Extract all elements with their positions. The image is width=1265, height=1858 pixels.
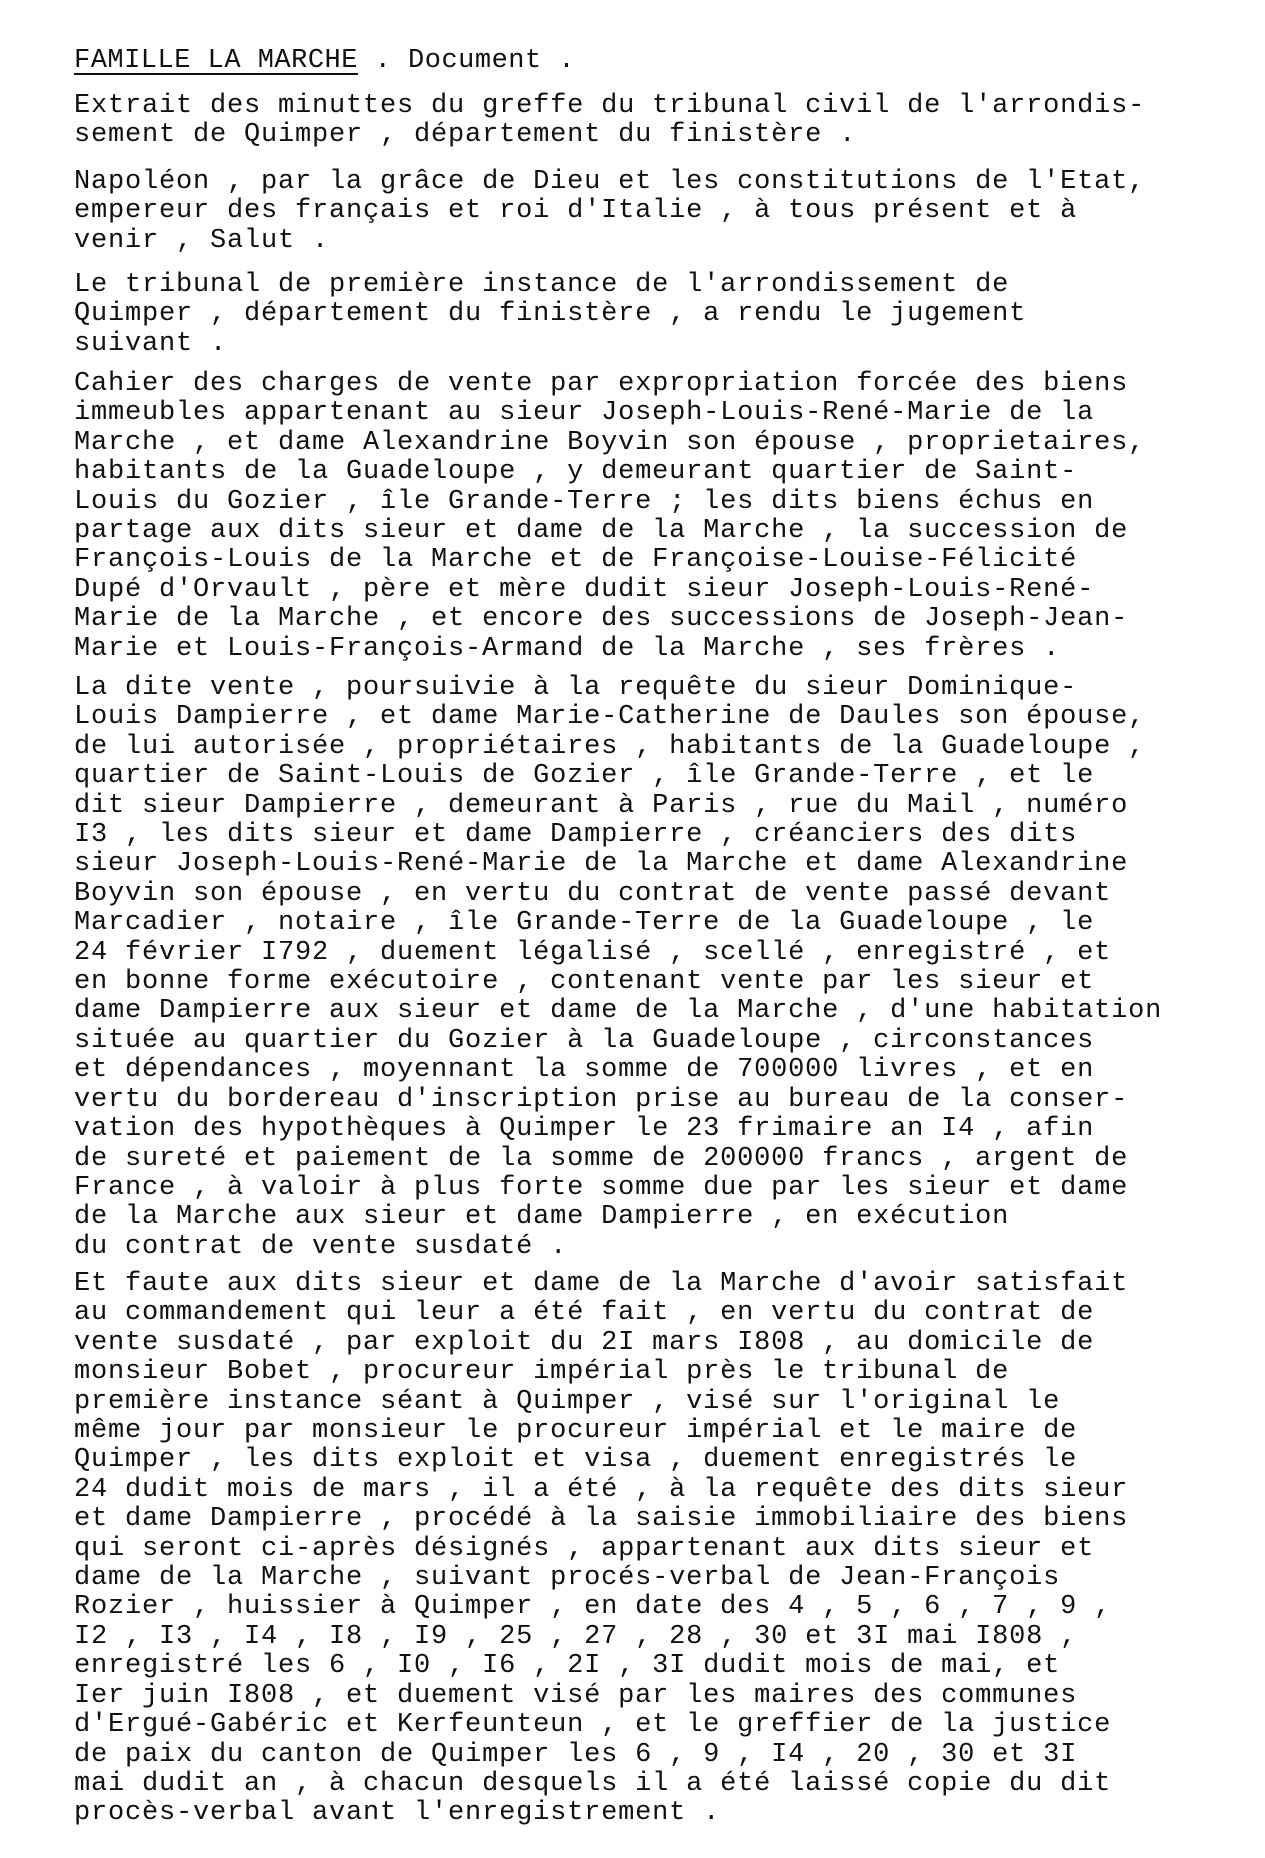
text-line: et dame Dampierre , procédé à la saisie immobiliaire des biens <box>74 1504 1129 1535</box>
text-line: procès-verbal avant l'enregistrement . <box>74 1798 721 1829</box>
text-line: habitants de la Guadeloupe , y demeurant quartier de Saint- <box>74 457 1078 488</box>
text-line: Boyvin son épouse , en vertu du contrat de vente passé devant <box>74 878 1112 909</box>
text-line: immeubles appartenant au sieur Joseph-Louis-René-Marie de la <box>74 398 1095 429</box>
text-line: Napoléon , par la grâce de Dieu et les constitutions de l'Etat, <box>74 167 1146 197</box>
text-line: et dépendances , moyennant la somme de 700000 livres , et en <box>74 1055 1095 1086</box>
text-line: Louis du Gozier , île Grande-Terre ; les dits biens échus en <box>74 486 1095 517</box>
document-title: FAMILLE LA MARCHE <box>74 46 358 76</box>
text-line: de lui autorisée , propriétaires , habitants de la Guadeloupe , <box>74 731 1146 762</box>
text-line: vertu du bordereau d'inscription prise au bureau de la conser- <box>74 1084 1129 1115</box>
text-line: 24 dudit mois de mars , il a été , à la requête des dits sieur <box>74 1474 1129 1505</box>
text-line: François-Louis de la Marche et de Françoise-Louise-Félicité <box>74 545 1078 576</box>
text-line: Et faute aux dits sieur et dame de la Marche d'avoir satisfait <box>74 1269 1129 1299</box>
paragraph-cahier-des-charges <box>74 370 1224 664</box>
document-title-suffix: . Document . <box>357 46 576 76</box>
text-line: vation des hypothèques à Quimper le 23 frimaire an I4 , afin <box>74 1114 1095 1145</box>
text-line: mai dudit an , à chacun desquels il a été laissé copie du dit <box>74 1768 1112 1799</box>
text-line: Marie de la Marche , et encore des successions de Joseph-Jean- <box>74 604 1129 635</box>
text-line: France , à valoir à plus forte somme due par les sieur et dame <box>74 1172 1129 1203</box>
text-line: de la Marche aux sieur et dame Dampierre , en exécution <box>74 1202 1010 1233</box>
text-line: au commandement qui leur a été fait , en vertu du contrat de <box>74 1298 1095 1329</box>
text-line: venir , Salut . <box>74 225 330 256</box>
text-line: du contrat de vente susdaté . <box>74 1231 568 1262</box>
document-heading <box>74 48 575 75</box>
text-line: I3 , les dits sieur et dame Dampierre , créanciers des dits <box>74 820 1078 851</box>
text-line: monsieur Bobet , procureur impérial près le tribunal de <box>74 1357 1010 1388</box>
text-line: dit sieur Dampierre , demeurant à Paris , rue du Mail , numéro <box>74 790 1129 821</box>
text-line: Cahier des charges de vente par expropriation forcée des biens <box>74 369 1129 399</box>
text-line: de sureté et paiement de la somme de 200000 francs , argent de <box>74 1143 1129 1174</box>
text-line: vente susdaté , par exploit du 2I mars I808 , au domicile de <box>74 1327 1095 1358</box>
paragraph-tribunal <box>74 271 1224 359</box>
text-line: Quimper , les dits exploit et visa , duement enregistrés le <box>74 1445 1078 1476</box>
text-line: située au quartier du Gozier à la Guadeloupe , circonstances <box>74 1025 1095 1056</box>
text-line: Marche , et dame Alexandrine Boyvin son épouse , proprietaires, <box>74 427 1146 458</box>
paragraph-extrait <box>74 92 1224 151</box>
text-line: première instance séant à Quimper , visé sur l'original le <box>74 1386 1061 1417</box>
text-line: enregistré les 6 , I0 , I6 , 2I , 3I dudit mois de mai, et <box>74 1651 1061 1682</box>
text-line: de paix du canton de Quimper les 6 , 9 , I4 , 20 , 30 et 3I <box>74 1739 1078 1770</box>
text-line: qui seront ci-après désignés , appartenant aux dits sieur et <box>74 1533 1095 1564</box>
text-line: quartier de Saint-Louis de Gozier , île Grande-Terre , et le <box>74 761 1095 792</box>
text-line: suivant . <box>74 328 228 359</box>
text-line: Extrait des minuttes du greffe du tribunal civil de l'arrondis- <box>74 91 1146 121</box>
text-line: dame de la Marche , suivant procés-verbal de Jean-François <box>74 1563 1061 1594</box>
text-line: I2 , I3 , I4 , I8 , I9 , 25 , 27 , 28 , 30 et 3I mai I808 , <box>74 1621 1078 1652</box>
text-line: Marie et Louis-François-Armand de la Marche , ses frères . <box>74 633 1061 664</box>
text-line: Quimper , département du finistère , a rendu le jugement <box>74 299 1027 330</box>
paragraph-dite-vente <box>74 674 1224 1262</box>
text-line: Le tribunal de première instance de l'arrondissement de <box>74 270 1010 300</box>
text-line: Marcadier , notaire , île Grande-Terre de la Guadeloupe , le <box>74 908 1095 939</box>
text-line: La dite vente , poursuivie à la requête du sieur Dominique- <box>74 673 1078 703</box>
text-line: d'Ergué-Gabéric et Kerfeunteun , et le greffier de la justice <box>74 1710 1112 1741</box>
paragraph-saisie-immobiliaire <box>74 1270 1224 1829</box>
text-line: 24 février I792 , duement légalisé , scellé , enregistré , et <box>74 937 1112 968</box>
text-line: empereur des français et roi d'Italie , à tous présent et à <box>74 196 1078 227</box>
text-line: même jour par monsieur le procureur impérial et le maire de <box>74 1416 1078 1447</box>
text-line: sieur Joseph-Louis-René-Marie de la Marche et dame Alexandrine <box>74 849 1129 880</box>
text-line: Dupé d'Orvault , père et mère dudit sieur Joseph-Louis-René- <box>74 574 1095 605</box>
text-line: Ier juin I808 , et duement visé par les maires des communes <box>74 1680 1078 1711</box>
text-line: Louis Dampierre , et dame Marie-Catherine de Daules son épouse, <box>74 702 1146 733</box>
text-line: dame Dampierre aux sieur et dame de la Marche , d'une habitation <box>74 996 1163 1027</box>
text-line: partage aux dits sieur et dame de la Marche , la succession de <box>74 516 1129 547</box>
paragraph-napoleon <box>74 168 1224 256</box>
text-line: Rozier , huissier à Quimper , en date des 4 , 5 , 6 , 7 , 9 , <box>74 1592 1112 1623</box>
text-line: sement de Quimper , département du finistère . <box>74 120 857 151</box>
text-line: en bonne forme exécutoire , contenant vente par les sieur et <box>74 967 1095 998</box>
